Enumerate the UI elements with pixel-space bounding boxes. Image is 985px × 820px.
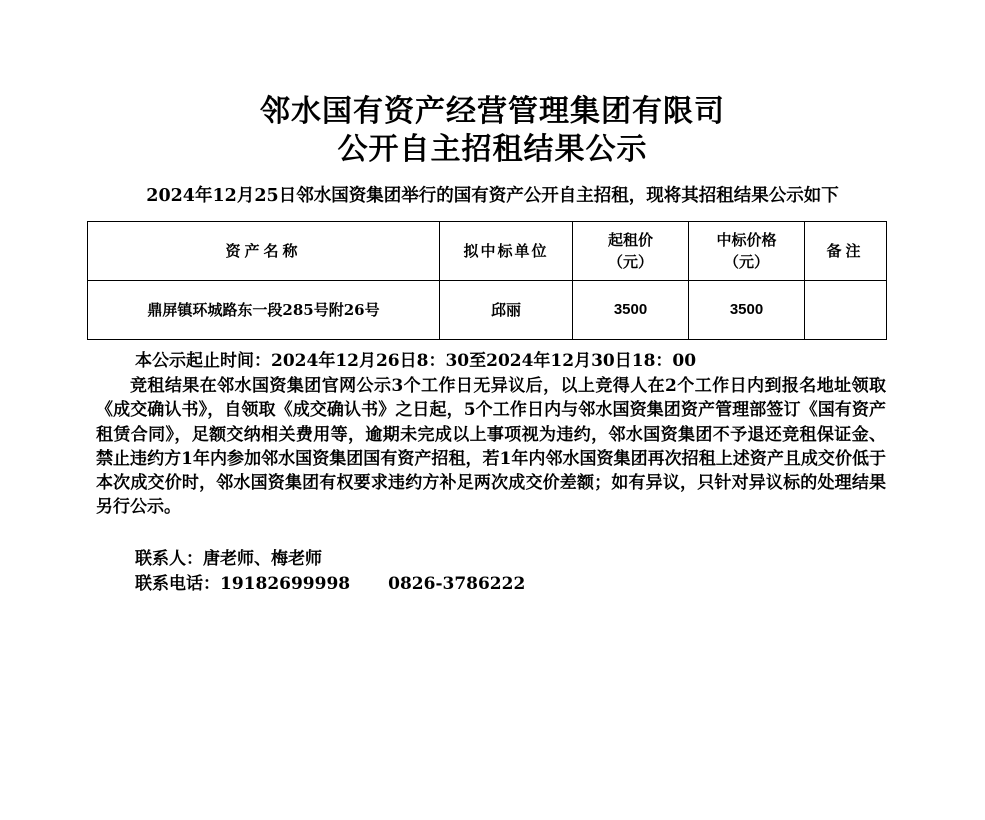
document-title-line2: 公开自主招租结果公示 — [337, 132, 648, 167]
notice-period: 本公示起止时间：2024年12月26日8：30至2024年12月30日18：00 — [135, 351, 697, 371]
cell-bidder: 邱丽 — [440, 281, 573, 340]
header-asset-name: 资产名称 — [88, 222, 440, 281]
result-table — [87, 221, 887, 340]
header-start-price — [573, 222, 689, 281]
header-note: 备注 — [805, 222, 887, 281]
cell-note — [805, 281, 887, 340]
header-win-price-label: 中标价格 — [716, 231, 777, 249]
phone-label: 联系电话： — [135, 574, 220, 594]
contact-person: 联系人：唐老师、梅老师 — [135, 549, 322, 569]
table-header-row — [88, 222, 887, 281]
body-paragraph: 竞租结果在邻水国资集团官网公示3个工作日无异议后，以上竞得人在2个工作日内到报名地址领取《成交确认书》，自领取《成交确认书》之日起，5个工作日内与邻水国资集团资产管理部签订《国有资产租赁合同》，足额交纳相关费用等，逾期未完成以上事项视为违约，邻水国资集团不予退还竞租保证金、禁止违约方1年内参加邻水国资集团国有资产招租，若1年内邻水国资集团再次招租上述资产且成交价低于本次成交价时，邻水国资集团有权要求违约方补足两次成交价差额；如有异议，只针对异议标的处理结果另行公示。 — [96, 376, 886, 518]
cell-asset-name: 鼎屏镇环城路东一段285号附26号 — [88, 281, 440, 340]
header-win-price-unit: （元） — [723, 253, 769, 271]
table-row — [88, 281, 887, 340]
phone-office: 0826-3786222 — [388, 574, 526, 594]
header-win-price — [689, 222, 805, 281]
header-bidder: 拟中标单位 — [440, 222, 573, 281]
document-title-line1: 邻水国有资产经营管理集团有限司 — [260, 94, 725, 129]
cell-start-price: 3500 — [573, 281, 689, 340]
contact-phone — [135, 569, 525, 594]
intro-text: 2024年12月25日邻水国资集团举行的国有资产公开自主招租，现将其招租结果公示如下 — [146, 186, 839, 206]
phone-mobile: 19182699998 — [220, 574, 351, 594]
header-start-price-label: 起租价 — [607, 231, 653, 249]
cell-win-price: 3500 — [689, 281, 805, 340]
header-start-price-unit: （元） — [607, 253, 653, 271]
